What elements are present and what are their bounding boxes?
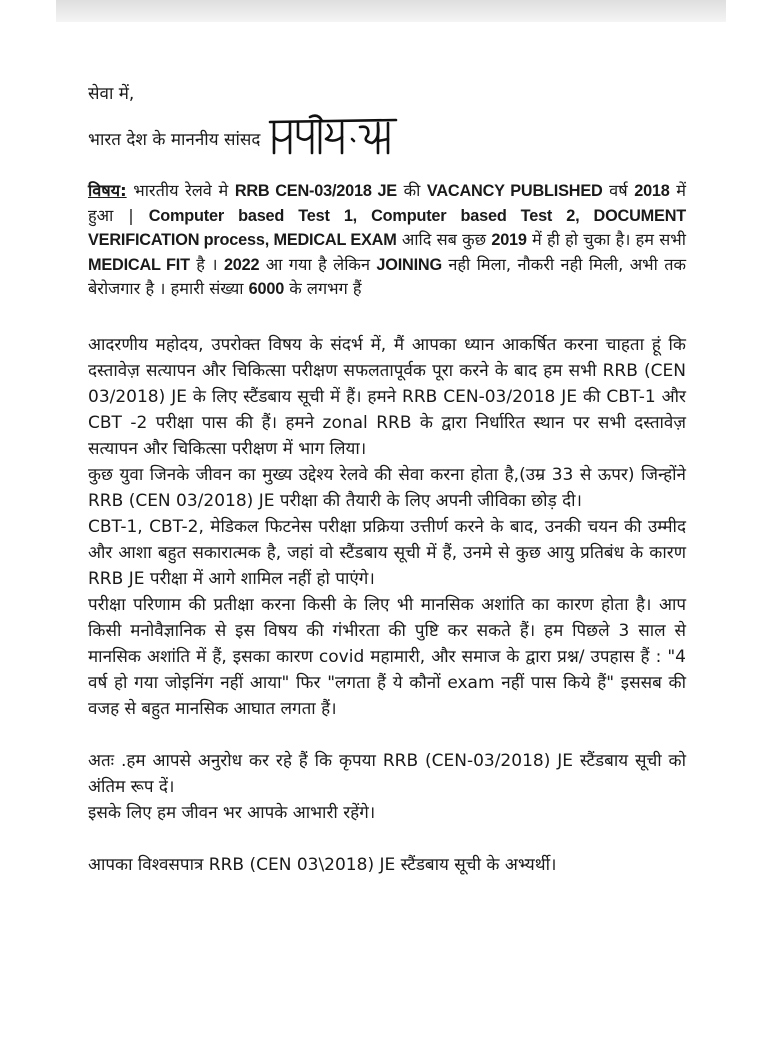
subject-segment: नही मिला, नौकरी नही मिली, अभी तक बेरोजगार है । हमारी संख्या	[88, 254, 687, 299]
subject-segment: के लगभग हैं	[284, 279, 362, 299]
subject-segment: है ।	[189, 254, 224, 274]
subject-segment: में ही हो चुका है। हम सभी	[526, 230, 686, 250]
addressee-line	[88, 107, 686, 153]
subject-segment: आदि सब कुछ	[396, 230, 492, 250]
subject-emphasis: VACANCY PUBLISHED	[426, 182, 603, 200]
subject-segment: वर्ष	[602, 181, 635, 200]
letter-body	[88, 332, 686, 826]
salutation: सेवा में,	[88, 84, 135, 104]
subject-emphasis: Computer based Test 1, Computer based Test 2, DOCUMENT VERIFICATION process, MEDICAL EXAM	[88, 206, 686, 250]
subject-emphasis: 2018	[634, 182, 670, 200]
subject-emphasis: 2019	[491, 231, 527, 250]
subject-segment: की	[396, 181, 427, 200]
body-paragraph-1: आदरणीय महोदय, उपरोक्त विषय के संदर्भ में, मैं आपका ध्यान आकर्षित करना चाहता हूं कि दस्तावेज़ सत्यापन और चिकित्सा परीक्षण सफलतापूर्वक पूरा करने के बाद हम सभी RRB (CEN 03/2018) JE के लिए स्टैंडबाय सूची में हैं। हमने RRB CEN-03/2018 JE की CBT-1 और CBT -2 परीक्षा पास की हैं। हमने zonal RRB के द्वारा निर्धारित स्थान पर सभी दस्तावेज़ सत्यापन और चिकित्सा परीक्षण में भाग लिया।	[88, 334, 686, 459]
subject-emphasis: RRB CEN-03/2018 JE	[234, 182, 397, 200]
closing-line: आपका विश्वसपात्र RRB (CEN 03\2018) JE स्टैंडबाय सूची के अभ्यर्थी।	[88, 854, 557, 875]
subject-emphasis: JOINING	[376, 255, 442, 274]
request-paragraph: अतः .हम आपसे अनुरोध कर रहे हैं कि कृपया RRB (CEN-03/2018) JE स्टैंडबाय सूची को अंतिम रूप दें।	[88, 750, 686, 797]
addressee: भारत देश के माननीय सांसद	[88, 130, 261, 150]
subject-text	[88, 181, 686, 298]
handwritten-name-signature	[264, 113, 404, 159]
subject-segment: आ गया है लेकिन	[259, 254, 377, 274]
body-paragraph-4: परीक्षा परिणाम की प्रतीक्षा करना किसी के लिए भी मानसिक अशांति का कारण होता है। आप किसी मनोवैज्ञानिक से इस विषय की गंभीरता की पुष्टि कर सकते हैं। हम पिछले 3 साल से मानसिक अशांति में हैं, इसका कारण covid महामारी, और समाज के द्वारा प्रश्न/ उपहास हैं : "4 वर्ष हो गया जोइनिंग नहीं आया" फिर "लगता हैं ये कौनों exam नहीं पास किये हैं" इससब की वजह से बहुत मानसिक आघात लगता हैं।	[88, 594, 686, 719]
subject-emphasis: MEDICAL FIT	[88, 255, 190, 274]
subject-label: विषय:	[88, 181, 127, 200]
page-top-shadow	[56, 0, 726, 22]
gratitude-line: इसके लिए हम जीवन भर आपके आभारी रहेंगे।	[88, 802, 376, 823]
subject-emphasis: 2022	[223, 255, 260, 274]
letter-document	[88, 82, 686, 895]
subject-segment: में हुआ |	[88, 181, 686, 225]
subject-emphasis: 6000	[248, 280, 285, 299]
body-paragraph-3: CBT-1, CBT-2, मेडिकल फिटनेस परीक्षा प्रक्रिया उत्तीर्ण करने के बाद, उनकी चयन की उम्मीद और आशा बहुत सकारात्मक है, जहां वो स्टैंडबाय सूची में हैं, उनमे से कुछ आयु प्रतिबंध के कारण RRB JE परीक्षा में आगे शामिल नहीं हो पाएंगे।	[88, 516, 686, 589]
body-paragraph-2: कुछ युवा जिनके जीवन का मुख्य उद्देश्य रेलवे की सेवा करना होता है,(उम्र 33 से ऊपर) जिन्होंने RRB (CEN 03/2018) JE परीक्षा की तैयारी के लिए अपनी जीविका छोड़ दी।	[88, 464, 686, 511]
subject-segment: भारतीय रेलवे मे	[126, 181, 235, 200]
subject-paragraph	[88, 179, 686, 302]
